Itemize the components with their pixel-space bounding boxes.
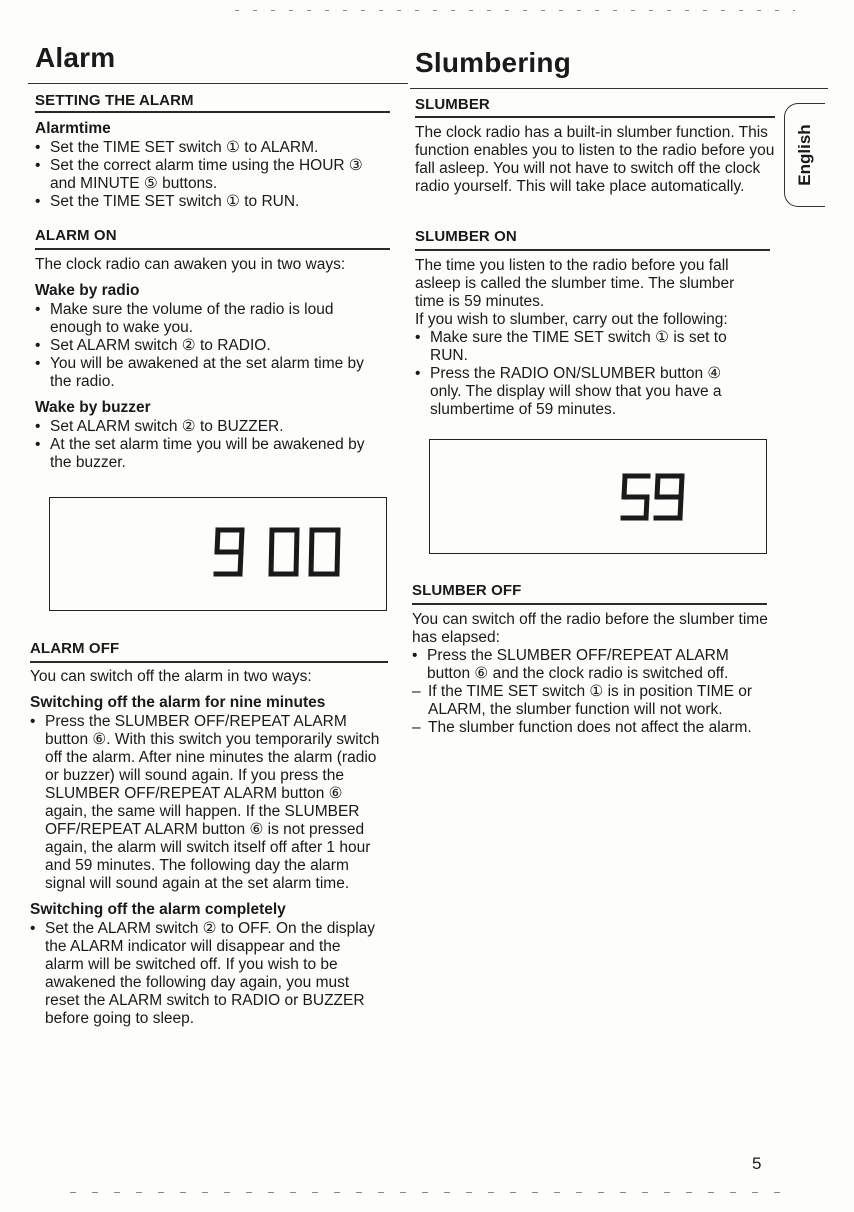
slumber-display-illustration bbox=[429, 439, 767, 554]
section-heading-alarm-on: ALARM ON bbox=[35, 227, 117, 244]
subheading-completely: Switching off the alarm completely bbox=[30, 901, 286, 918]
page-number: 5 bbox=[752, 1154, 762, 1173]
wake-by-buzzer-list bbox=[35, 418, 385, 472]
section-heading-slumber-on: SLUMBER ON bbox=[415, 228, 517, 245]
slumber-on-text-2: If you wish to slumber, carry out the following: bbox=[415, 311, 728, 328]
subheading-nine-minutes: Switching off the alarm for nine minutes bbox=[30, 694, 326, 711]
list-item: • Set the TIME SET switch ① to ALARM. bbox=[35, 139, 385, 157]
slumber-off-list bbox=[412, 647, 774, 683]
section-rule bbox=[30, 661, 388, 663]
subheading-wake-by-buzzer: Wake by buzzer bbox=[35, 399, 151, 416]
list-item: • Set ALARM switch ② to BUZZER. bbox=[35, 418, 385, 436]
section-rule bbox=[35, 111, 390, 113]
list-item: • Make sure the volume of the radio is loud enough to wake you. bbox=[35, 301, 385, 337]
subheading-wake-by-radio: Wake by radio bbox=[35, 282, 140, 299]
title-rule-right bbox=[410, 88, 828, 89]
section-rule bbox=[35, 248, 390, 250]
subheading-alarmtime: Alarmtime bbox=[35, 120, 111, 137]
list-item: • Press the RADIO ON/SLUMBER button ④ only. The display will show that you have a slumbertime of 59 minutes. bbox=[415, 365, 755, 419]
section-rule bbox=[415, 116, 775, 118]
scan-noise-top bbox=[235, 10, 795, 11]
section-heading-setting-the-alarm: SETTING THE ALARM bbox=[35, 92, 194, 109]
completely-list bbox=[30, 920, 382, 1028]
alarm-on-body bbox=[35, 256, 385, 472]
list-item: • Make sure the TIME SET switch ① is set to RUN. bbox=[415, 329, 755, 365]
seven-segment-digits bbox=[430, 440, 766, 553]
language-tab bbox=[784, 103, 825, 207]
language-tab-label: English bbox=[795, 124, 814, 186]
slumber-off-text: You can switch off the radio before the slumber time has elapsed: bbox=[412, 611, 768, 646]
slumber-off-notes bbox=[412, 683, 774, 737]
slumber-on-list bbox=[415, 329, 755, 419]
wake-by-radio-list bbox=[35, 301, 385, 391]
section-heading-slumber-off: SLUMBER OFF bbox=[412, 582, 522, 599]
alarm-off-body bbox=[30, 668, 382, 1028]
section-rule bbox=[412, 603, 767, 605]
slumber-off-body bbox=[412, 611, 774, 737]
alarm-display-illustration bbox=[49, 497, 387, 611]
alarm-on-intro: The clock radio can awaken you in two ways: bbox=[35, 256, 346, 273]
slumber-body bbox=[415, 124, 775, 196]
note-item: – If the TIME SET switch ① is in position TIME or ALARM, the slumber function will not work. bbox=[412, 683, 774, 719]
title-rule-left bbox=[28, 83, 408, 84]
slumber-on-text-1: The time you listen to the radio before you fall asleep is called the slumber time. The slumber time is 59 minutes. bbox=[415, 257, 735, 310]
seven-segment-digits bbox=[50, 498, 386, 610]
page-title-slumbering: Slumbering bbox=[415, 47, 572, 78]
scan-noise-bottom bbox=[70, 1192, 780, 1193]
section-heading-slumber: SLUMBER bbox=[415, 96, 490, 113]
nine-minutes-list bbox=[30, 713, 382, 893]
page-title-alarm: Alarm bbox=[35, 42, 116, 73]
list-item: • Set the ALARM switch ② to OFF. On the display the ALARM indicator will disappear and the alarm will be switched off. If you wish to be awakened the following day again, you must reset the ALARM switch to RADIO or BUZZER before going to sleep. bbox=[30, 920, 382, 1028]
list-item: • Press the SLUMBER OFF/REPEAT ALARM button ⑥ and the clock radio is switched off. bbox=[412, 647, 774, 683]
slumber-on-body bbox=[415, 257, 755, 419]
setting-the-alarm-body bbox=[35, 120, 385, 211]
list-item: • Set the TIME SET switch ① to RUN. bbox=[35, 193, 385, 211]
slumber-text: The clock radio has a built-in slumber function. This function enables you to listen to the radio before you fall asleep. You will not have to switch off the clock radio yourself. This will take place automatically. bbox=[415, 124, 775, 195]
list-item: • Press the SLUMBER OFF/REPEAT ALARM button ⑥. With this switch you temporarily switch off the alarm. After nine minutes the alarm (radio or buzzer) will sound again. If you press the SLUMBER OFF/REPEAT ALARM button ⑥ again, the same will happen. If the SLUMBER OFF/REPEAT ALARM button ⑥ is not pressed again, the alarm will switch itself off after 1 hour and 59 minutes. The following day the alarm signal will sound again at the set alarm time. bbox=[30, 713, 382, 893]
setting-list bbox=[35, 139, 385, 211]
list-item: • Set the correct alarm time using the HOUR ③ and MINUTE ⑤ buttons. bbox=[35, 157, 385, 193]
list-item: • You will be awakened at the set alarm time by the radio. bbox=[35, 355, 385, 391]
list-item: • Set ALARM switch ② to RADIO. bbox=[35, 337, 385, 355]
alarm-off-intro: You can switch off the alarm in two ways: bbox=[30, 668, 312, 685]
section-heading-alarm-off: ALARM OFF bbox=[30, 640, 120, 657]
list-item: • At the set alarm time you will be awakened by the buzzer. bbox=[35, 436, 385, 472]
note-item: – The slumber function does not affect the alarm. bbox=[412, 719, 774, 737]
section-rule bbox=[415, 249, 770, 251]
